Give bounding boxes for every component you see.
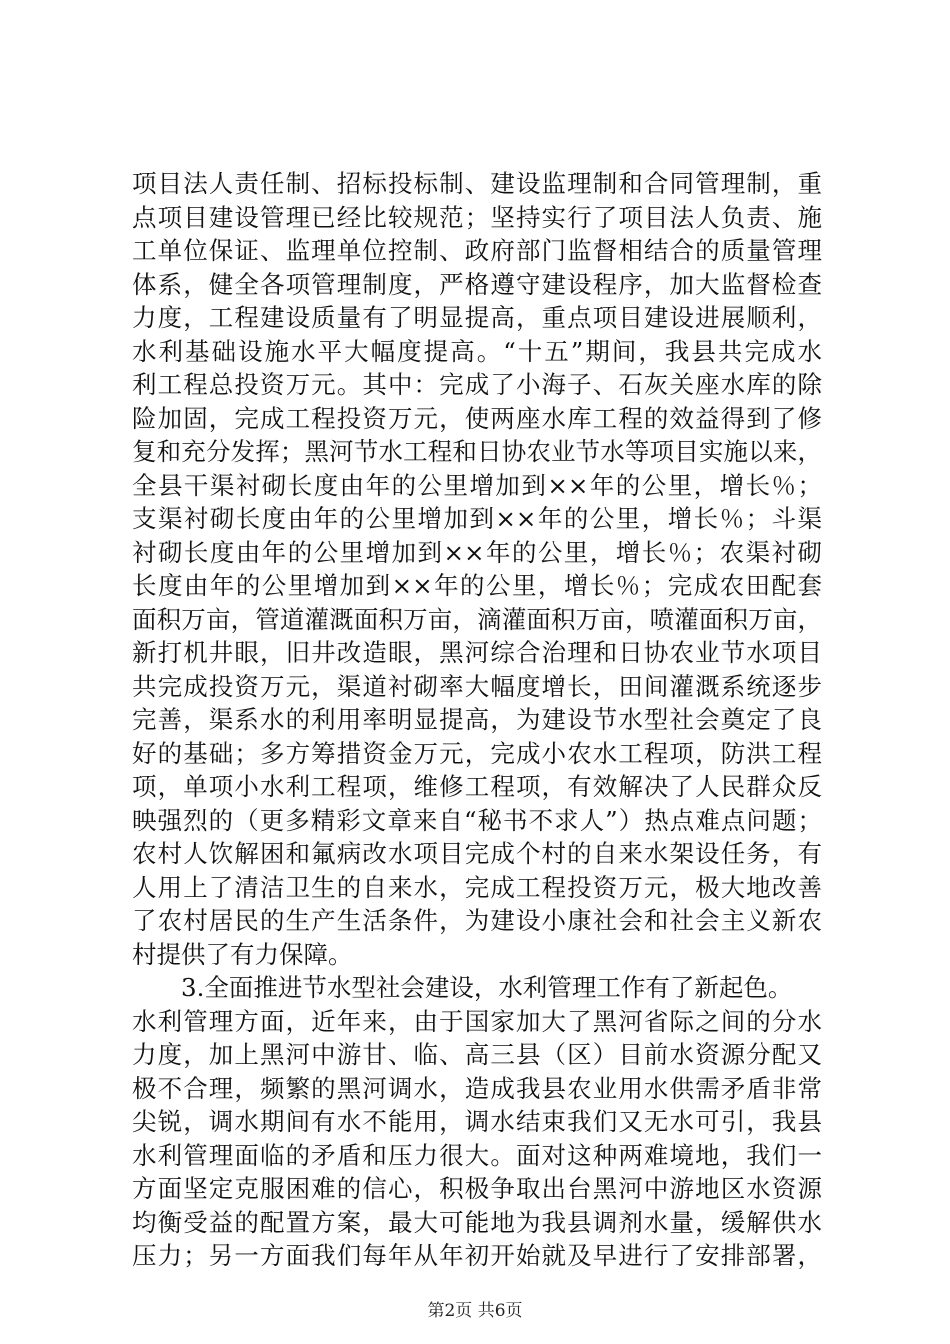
text-line: 完善，渠系水的利用率明显提高，为建设节水型社会奠定了良: [132, 705, 822, 734]
text-line: 人用上了清洁卫生的自来水，完成工程投资万元，极大地改善: [132, 872, 822, 902]
text-line: 新打机井眼，旧井改造眼，黑河综合治理和日协农业节水项目: [132, 638, 822, 667]
text-line: 面积万亩，管道灌溉面积万亩，滴灌面积万亩，喷灌面积万亩，: [132, 604, 822, 634]
text-line: 映强烈的（更多精彩文章来自“秘书不求人”）热点难点问题；: [132, 805, 822, 835]
text-line: 力度，加上黑河中游甘、临、高三县（区）目前水资源分配又: [132, 1040, 822, 1069]
text-line: 共完成投资万元，渠道衬砌率大幅度增长，田间灌溉系统逐步: [132, 671, 822, 701]
text-line: 利工程总投资万元。其中：完成了小海子、石灰关座水库的除: [132, 370, 822, 399]
text-line: 极不合理，频繁的黑河调水，造成我县农业用水供需矛盾非常: [132, 1073, 822, 1103]
text-line: 复和充分发挥；黑河节水工程和日协农业节水等项目实施以来，: [132, 437, 822, 466]
text-line: 了农村居民的生产生活条件，为建设小康社会和社会主义新农: [132, 906, 822, 935]
text-line: 均衡受益的配置方案，最大可能地为我县调剂水量，缓解供水: [132, 1207, 822, 1237]
text-line: 支渠衬砌长度由年的公里增加到××年的公里，增长％；斗渠: [132, 504, 822, 533]
text-line: 水利管理方面，近年来，由于国家加大了黑河省际之间的分水: [132, 1006, 822, 1036]
text-line: 尖锐，调水期间有水不能用，调水结束我们又无水可引，我县: [132, 1107, 822, 1136]
text-line: 压力；另一方面我们每年从年初开始就及早进行了安排部署，: [132, 1241, 822, 1270]
text-line: 工单位保证、监理单位控制、政府部门监督相结合的质量管理: [132, 236, 822, 265]
text-line: 险加固，完成工程投资万元，使两座水库工程的效益得到了修: [132, 403, 822, 433]
text-line: 村提供了有力保障。: [132, 939, 353, 969]
text-line: 项，单项小水利工程项，维修工程项，有效解决了人民群众反: [132, 772, 822, 801]
text-line: 方面坚定克服困难的信心，积极争取出台黑河中游地区水资源: [132, 1174, 822, 1203]
text-line: 点项目建设管理已经比较规范；坚持实行了项目法人负责、施: [132, 202, 822, 232]
text-line: 体系，健全各项管理制度，严格遵守建设程序，加大监督检查: [132, 269, 822, 299]
text-line: 长度由年的公里增加到××年的公里，增长％；完成农田配套: [132, 571, 822, 600]
text-line: 项目法人责任制、招标投标制、建设监理制和合同管理制，重: [132, 169, 822, 198]
text-line: 水利基础设施水平大幅度提高。“十五”期间，我县共完成水: [132, 336, 822, 366]
text-line: 水利管理面临的矛盾和压力很大。面对这种两难境地，我们一: [132, 1140, 822, 1170]
page-number-footer: 第2页 共6页: [427, 1301, 523, 1321]
text-line: 衬砌长度由年的公里增加到××年的公里，增长％；农渠衬砌: [132, 537, 822, 567]
section-heading-line: 3.全面推进节水型社会建设，水利管理工作有了新起色。: [181, 973, 793, 1002]
text-line: 力度，工程建设质量有了明显提高，重点项目建设进展顺利，: [132, 303, 822, 332]
body-text: [132, 167, 822, 1273]
text-line: 农村人饮解困和氟病改水项目完成个村的自来水架设任务，有: [132, 839, 822, 868]
text-line: 全县干渠衬砌长度由年的公里增加到××年的公里，增长％；: [132, 470, 822, 500]
text-line: 好的基础；多方筹措资金万元，完成小农水工程项，防洪工程: [132, 738, 822, 768]
